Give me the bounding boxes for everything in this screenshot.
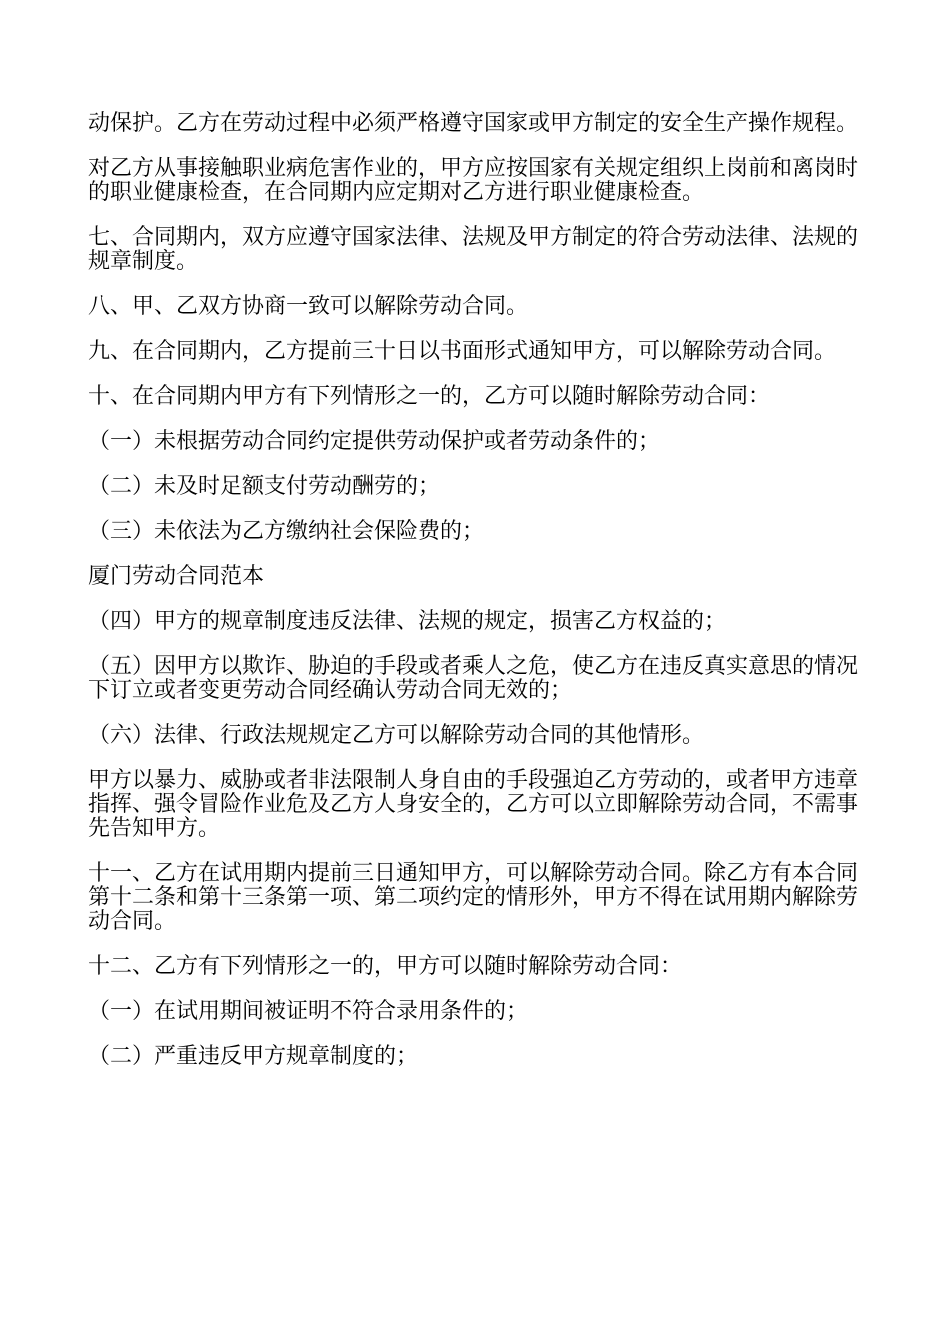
paragraph-article-11: 十一、乙方在试用期内提前三日通知甲方，可以解除劳动合同。除乙方有本合同第十二条和第十三条第一项、第二项约定的情形外，甲方不得在试用期内解除劳动合同。 (88, 861, 859, 934)
paragraph-article-10-item-5: （五）因甲方以欺诈、胁迫的手段或者乘人之危，使乙方在违反真实意思的情况下订立或者变更劳动合同经确认劳动合同无效的； (88, 654, 859, 703)
paragraph-occupational-health: 对乙方从事接触职业病危害作业的，甲方应按国家有关规定组织上岗前和离岗时的职业健康检查，在合同期内应定期对乙方进行职业健康检查。 (88, 156, 859, 205)
paragraph-article-10-item-1: （一）未根据劳动合同约定提供劳动保护或者劳动条件的； (88, 429, 661, 454)
paragraph-labor-protection: 动保护。乙方在劳动过程中必须严格遵守国家或甲方制定的安全生产操作规程。 (88, 111, 859, 136)
document-page (88, 112, 864, 1090)
paragraph-article-10-item-6: （六）法律、行政法规规定乙方可以解除劳动合同的其他情形。 (88, 723, 705, 748)
paragraph-article-10: 十、在合同期内甲方有下列情形之一的，乙方可以随时解除劳动合同： (88, 384, 771, 409)
paragraph-template-title: 厦门劳动合同范本 (88, 564, 265, 589)
paragraph-article-12: 十二、乙方有下列情形之一的，甲方可以随时解除劳动合同： (88, 954, 683, 979)
paragraph-article-8: 八、甲、乙双方协商一致可以解除劳动合同。 (88, 294, 529, 319)
paragraph-article-9: 九、在合同期内，乙方提前三十日以书面形式通知甲方，可以解除劳动合同。 (88, 339, 837, 364)
paragraph-article-10-item-2: （二）未及时足额支付劳动酬劳的； (88, 474, 441, 499)
paragraph-immediate-termination: 甲方以暴力、威胁或者非法限制人身自由的手段强迫乙方劳动的，或者甲方违章指挥、强令冒险作业危及乙方人身安全的，乙方可以立即解除劳动合同，不需事先告知甲方。 (88, 768, 859, 841)
paragraph-article-7: 七、合同期内，双方应遵守国家法律、法规及甲方制定的符合劳动法律、法规的规章制度。 (88, 225, 859, 274)
paragraph-article-10-item-3: （三）未依法为乙方缴纳社会保险费的； (88, 519, 485, 544)
paragraph-article-12-item-2: （二）严重违反甲方规章制度的； (88, 1044, 419, 1069)
paragraph-article-12-item-1: （一）在试用期间被证明不符合录用条件的； (88, 999, 529, 1024)
paragraph-article-10-item-4: （四）甲方的规章制度违反法律、法规的规定，损害乙方权益的； (88, 609, 727, 634)
